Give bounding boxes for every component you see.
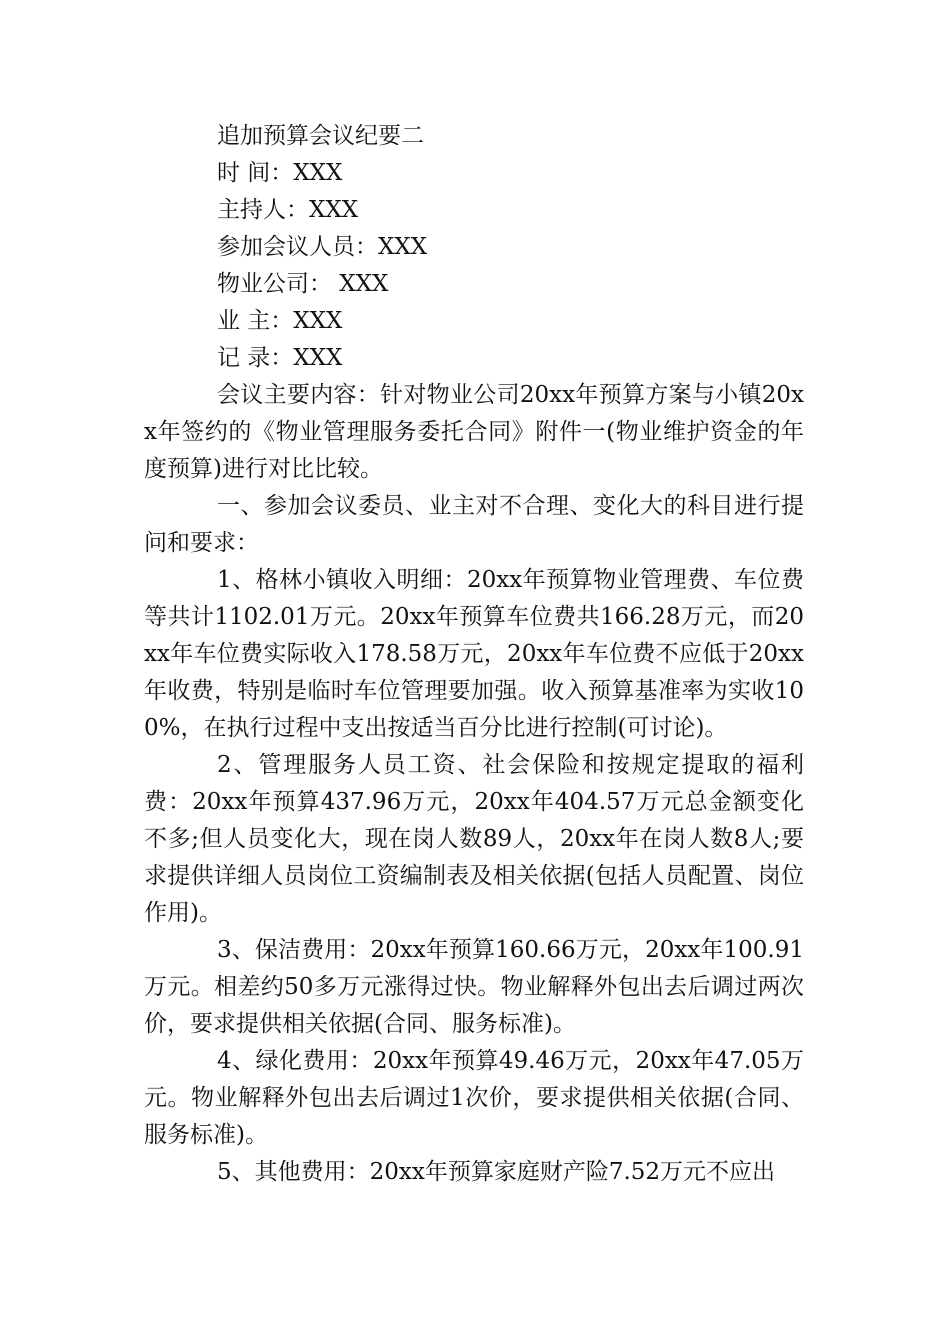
meta-owner: 业 主：XXX <box>217 308 343 334</box>
meta-attendees: 参加会议人员：XXX <box>217 234 428 260</box>
meta-property-company: 物业公司： XXX <box>217 271 389 297</box>
meta-host: 主持人：XXX <box>217 197 359 223</box>
paragraph-section-one: 一、参加会议委员、业主对不合理、变化大的科目进行提问和要求： <box>144 493 804 556</box>
meta-time: 时 间：XXX <box>217 160 343 186</box>
paragraph-item-1-income: 1、格林小镇收入明细：20xx年预算物业管理费、车位费等共计1102.01万元。20xx年预算车位费共166.28万元，而20xx年车位费实际收入178.58万元，20xx年车位费不应低于20xx年收费，特别是临时车位管理要加强。收入预算基准率为实收100%，在执行过程中支出按适当百分比进行控制(可讨论)。 <box>144 567 804 741</box>
paragraph-item-5-other: 5、其他费用：20xx年预算家庭财产险7.52万元不应出 <box>217 1159 776 1185</box>
paragraph-item-3-cleaning: 3、保洁费用：20xx年预算160.66万元，20xx年100.91万元。相差约50多万元涨得过快。物业解释外包出去后调过两次价，要求提供相关依据(合同、服务标准)。 <box>144 937 804 1037</box>
paragraph-item-4-greening: 4、绿化费用：20xx年预算49.46万元，20xx年47.05万元。物业解释外包出去后调过1次价，要求提供相关依据(合同、服务标准)。 <box>144 1048 804 1148</box>
document-body <box>144 118 804 1191</box>
meta-recorder: 记 录：XXX <box>217 345 343 371</box>
document-title: 追加预算会议纪要二 <box>217 123 424 149</box>
paragraph-main-content: 会议主要内容：针对物业公司20xx年预算方案与小镇20xx年签约的《物业管理服务委托合同》附件一(物业维护资金的年度预算)进行对比比较。 <box>144 382 804 482</box>
paragraph-item-2-salary: 2、管理服务人员工资、社会保险和按规定提取的福利费：20xx年预算437.96万元，20xx年404.57万元总金额变化不多;但人员变化大，现在岗人数89人，20xx年在岗人数8人;要求提供详细人员岗位工资编制表及相关依据(包括人员配置、岗位作用)。 <box>144 752 804 926</box>
